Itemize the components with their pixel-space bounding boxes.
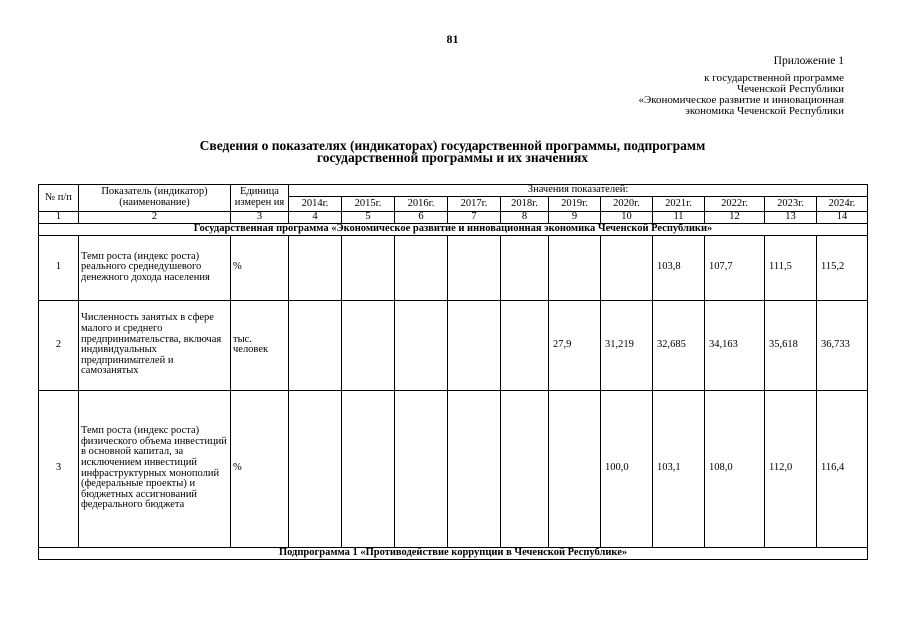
- value-cell: [549, 235, 601, 300]
- value-cell: 108,0: [705, 390, 765, 547]
- header-year: 2022г.: [705, 197, 765, 212]
- indicator-name: Темп роста (индекс роста) реального среднедушевого денежного дохода населения: [79, 235, 231, 300]
- column-number: 8: [501, 212, 549, 224]
- value-cell: 35,618: [765, 300, 817, 390]
- value-cell: [448, 235, 501, 300]
- value-cell: 36,733: [817, 300, 868, 390]
- indicator-name: Численность занятых в сфере малого и среднего предпринимательства, включая индивидуальных предпринимателей и самозанятых: [79, 300, 231, 390]
- value-cell: [501, 390, 549, 547]
- value-cell: 103,8: [653, 235, 705, 300]
- title-line: Сведения о показателях (индикаторах) государственной программы, подпрограмм: [199, 138, 706, 153]
- header-unit: Единица измерен ия: [231, 185, 289, 212]
- column-number: 12: [705, 212, 765, 224]
- appendix-line: «Экономическое развитие и инновационная: [638, 94, 844, 106]
- column-number: 13: [765, 212, 817, 224]
- appendix-line: к государственной программе: [704, 72, 844, 84]
- value-cell: [289, 390, 342, 547]
- value-cell: [501, 300, 549, 390]
- header-indicator: Показатель (индикатор) (наименование): [79, 185, 231, 212]
- value-cell: 115,2: [817, 235, 868, 300]
- row-number: 1: [39, 235, 79, 300]
- value-cell: [395, 390, 448, 547]
- header-year: 2023г.: [765, 197, 817, 212]
- header-year: 2016г.: [395, 197, 448, 212]
- column-number: 5: [342, 212, 395, 224]
- column-number: 9: [549, 212, 601, 224]
- value-cell: [395, 235, 448, 300]
- appendix-label: Приложение 1: [773, 55, 844, 67]
- column-number: 6: [395, 212, 448, 224]
- value-cell: [289, 300, 342, 390]
- appendix-reference: [638, 73, 844, 117]
- row-number: 3: [39, 390, 79, 547]
- header-year: 2019г.: [549, 197, 601, 212]
- column-number: 3: [231, 212, 289, 224]
- appendix-line: экономика Чеченской Республики: [685, 105, 844, 117]
- header-num: № п/п: [39, 185, 79, 212]
- table-row: [39, 390, 868, 547]
- column-number: 4: [289, 212, 342, 224]
- column-number: 14: [817, 212, 868, 224]
- value-cell: 34,163: [705, 300, 765, 390]
- header-year: 2015г.: [342, 197, 395, 212]
- value-cell: [289, 235, 342, 300]
- value-cell: 111,5: [765, 235, 817, 300]
- row-number: 2: [39, 300, 79, 390]
- document-title: [0, 140, 905, 164]
- value-cell: 112,0: [765, 390, 817, 547]
- value-cell: [342, 390, 395, 547]
- value-cell: 100,0: [601, 390, 653, 547]
- value-cell: [448, 300, 501, 390]
- value-cell: 116,4: [817, 390, 868, 547]
- page-number: 81: [446, 32, 459, 46]
- value-cell: [342, 300, 395, 390]
- value-cell: [501, 235, 549, 300]
- unit-cell: %: [231, 235, 289, 300]
- header-year: 2017г.: [448, 197, 501, 212]
- header-year: 2018г.: [501, 197, 549, 212]
- table-row: [39, 300, 868, 390]
- unit-cell: тыс. человек: [231, 300, 289, 390]
- value-cell: 31,219: [601, 300, 653, 390]
- column-number: 10: [601, 212, 653, 224]
- column-number: 7: [448, 212, 501, 224]
- value-cell: 27,9: [549, 300, 601, 390]
- indicators-table: [38, 184, 868, 560]
- header-year: 2024г.: [817, 197, 868, 212]
- header-values-group: Значения показателей:: [289, 185, 868, 197]
- unit-cell: %: [231, 390, 289, 547]
- header-year: 2014г.: [289, 197, 342, 212]
- header-year: 2020г.: [601, 197, 653, 212]
- value-cell: [448, 390, 501, 547]
- section-subprogram-heading: Подпрограмма 1 «Противодействие коррупции в Чеченской Республике»: [39, 547, 868, 559]
- appendix-line: Чеченской Республики: [736, 83, 844, 95]
- header-year: 2021г.: [653, 197, 705, 212]
- column-number: 2: [79, 212, 231, 224]
- title-line: государственной программы и их значениях: [316, 150, 589, 165]
- value-cell: 107,7: [705, 235, 765, 300]
- value-cell: [395, 300, 448, 390]
- value-cell: 32,685: [653, 300, 705, 390]
- column-number: 1: [39, 212, 79, 224]
- value-cell: 103,1: [653, 390, 705, 547]
- section-program-heading: Государственная программа «Экономическое развитие и инновационная экономика Чеченской Республики»: [39, 223, 868, 235]
- value-cell: [549, 390, 601, 547]
- value-cell: [342, 235, 395, 300]
- table-row: [39, 235, 868, 300]
- column-number: 11: [653, 212, 705, 224]
- indicator-name: Темп роста (индекс роста) физического объема инвестиций в основной капитал, за исключением инвестиций инфраструктурных монополий (федеральные проекты) и бюджетных ассигнований федерального бюджета: [79, 390, 231, 547]
- value-cell: [601, 235, 653, 300]
